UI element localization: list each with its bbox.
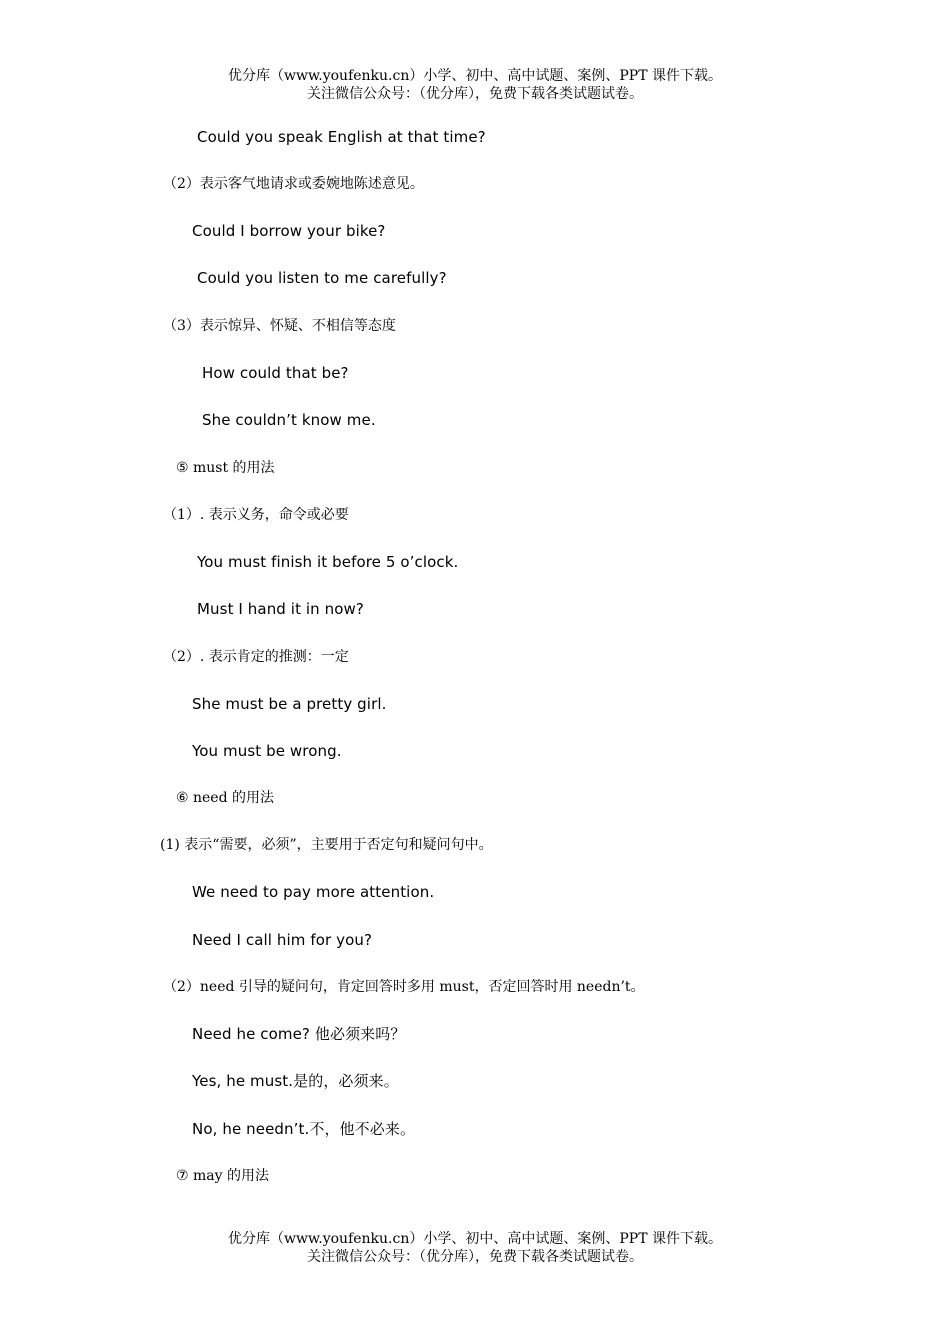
page-footer [0, 1230, 950, 1266]
example-must-hand: Must I hand it in now? [197, 600, 364, 618]
example-could-borrow: Could I borrow your bike? [192, 222, 386, 240]
need-point-1: (1) 表示“需要，必须”，主要用于否定句和疑问句中。 [160, 837, 493, 853]
footer-line-2: 关注微信公众号：（优分库），免费下载各类试题试卷。 [307, 1249, 643, 1265]
example-yes-must: Yes, he must.是的，必须来。 [192, 1072, 399, 1090]
example-couldnt-know: She couldn’t know me. [202, 411, 376, 429]
example-need-attention: We need to pay more attention. [192, 883, 435, 901]
header-line-2: 关注微信公众号：（优分库），免费下载各类试题试卷。 [307, 86, 643, 102]
need-heading: ⑥ need 的用法 [176, 790, 274, 806]
example-need-call: Need I call him for you? [192, 931, 373, 949]
example-must-finish: You must finish it before 5 o’clock. [197, 553, 459, 571]
example-no-neednt: No, he needn’t.不，他不必来。 [192, 1120, 416, 1138]
example-could-listen: Could you listen to me carefully? [197, 269, 447, 287]
example-how-could: How could that be? [202, 364, 349, 382]
may-heading: ⑦ may 的用法 [176, 1168, 269, 1184]
need-point-2: （2）need 引导的疑问句，肯定回答时多用 must，否定回答时用 needn’t。 [163, 979, 645, 995]
could-point-2: （2）表示客气地请求或委婉地陈述意见。 [163, 176, 424, 192]
footer-line-1: 优分库（www.youfenku.cn）小学、初中、高中试题、案例、PPT 课件下载。 [227, 1231, 722, 1247]
must-heading: ⑤ must 的用法 [176, 460, 275, 476]
header-line-1: 优分库（www.youfenku.cn）小学、初中、高中试题、案例、PPT 课件下载。 [227, 68, 722, 84]
could-point-3: （3）表示惊异、怀疑、不相信等态度 [163, 318, 396, 334]
example-could-speak: Could you speak English at that time? [197, 128, 486, 146]
must-point-2: （2）. 表示肯定的推测：一定 [163, 649, 349, 665]
example-must-pretty: She must be a pretty girl. [192, 695, 387, 713]
example-need-come: Need he come? 他必须来吗？ [192, 1025, 406, 1043]
example-must-wrong: You must be wrong. [192, 742, 342, 760]
page-header [0, 67, 950, 103]
must-point-1: （1）. 表示义务，命令或必要 [163, 507, 349, 523]
